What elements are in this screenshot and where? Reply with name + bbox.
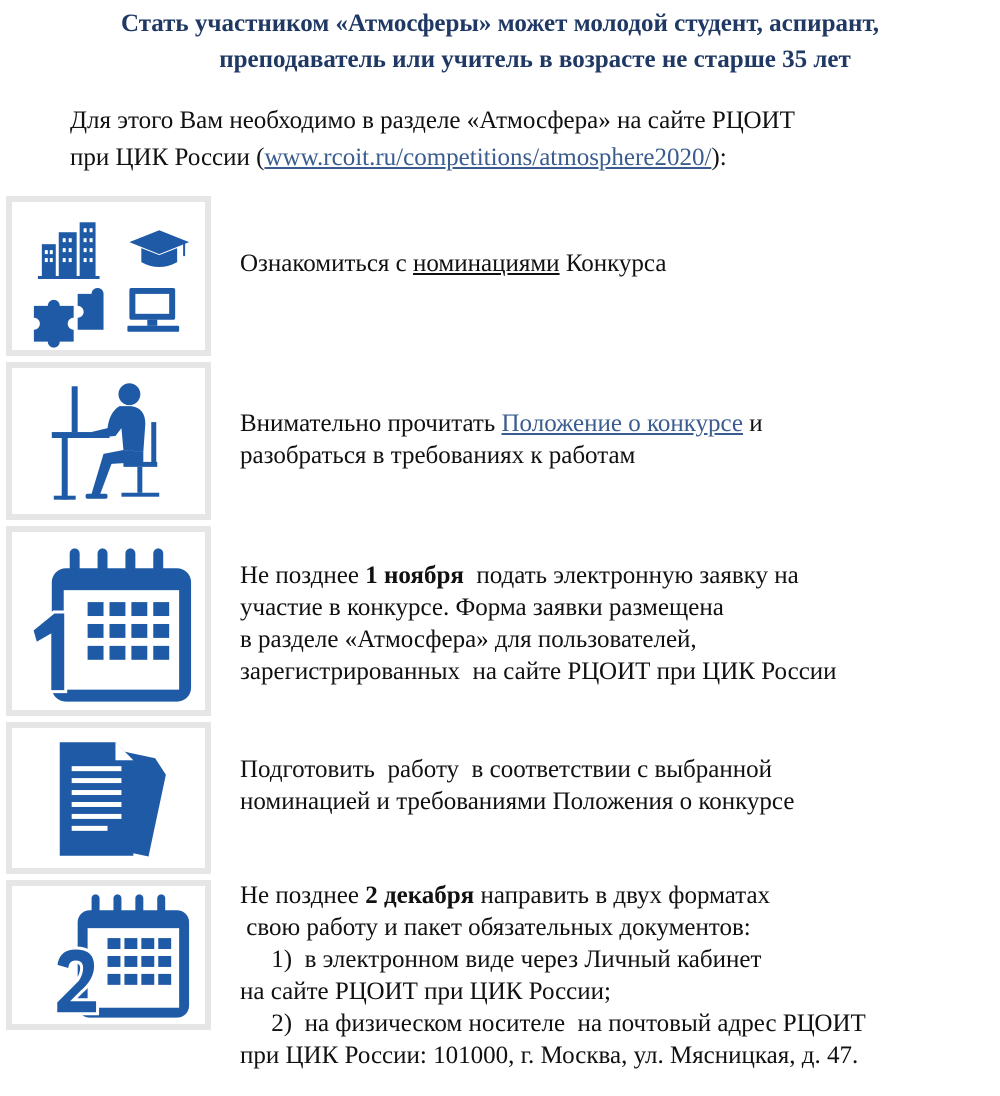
- step-5-before: Не позднее: [240, 882, 366, 909]
- intro-text-3: ):: [711, 144, 727, 171]
- step-3-line-4: зарегистрированных на сайте РЦОИТ при ЦИК России: [240, 658, 837, 685]
- step-1-text: [240, 248, 980, 280]
- nominations-link[interactable]: номинациями: [413, 250, 560, 277]
- step-3-before: Не позднее: [240, 562, 366, 589]
- documents-icon: [12, 728, 205, 868]
- step-5-line-3: 1) в электронном виде через Личный кабинет: [240, 946, 762, 973]
- step-2-line-1: [240, 408, 980, 440]
- step-2-after: и: [743, 410, 763, 437]
- step-1-icon-panel: [6, 196, 212, 356]
- step-4-icon-panel: [6, 722, 212, 874]
- step-5-text: [240, 880, 980, 1072]
- deadline-1: 1 ноября: [365, 562, 464, 589]
- person-at-desk-icon: [12, 368, 205, 514]
- step-4-line-1: Подготовить работу в соответствии с выбранной: [240, 756, 773, 783]
- regulations-link[interactable]: Положение о конкурсе: [501, 410, 744, 437]
- atmosphere-link[interactable]: www.rcoit.ru/competitions/atmosphere2020/: [264, 144, 712, 171]
- step-2-icon-panel: [6, 362, 212, 520]
- step-4-line-2: номинацией и требованиями Положения о конкурсе: [240, 788, 795, 815]
- step-5-line-6: при ЦИК России: 101000, г. Москва, ул. Мясницкая, д. 47.: [240, 1042, 859, 1069]
- step-1-after: Конкурса: [559, 250, 667, 277]
- step-2-line-2: разобраться в требованиях к работам: [240, 442, 636, 469]
- calendar-1-icon: [12, 532, 205, 710]
- deadline-2: 2 декабря: [365, 882, 475, 909]
- page-title: [0, 6, 1000, 78]
- step-4-text: [240, 754, 980, 818]
- step-3-line-3: в разделе «Атмосфера» для пользователей,: [240, 626, 697, 653]
- step-2-before: Внимательно прочитать: [240, 410, 502, 437]
- step-3-line-2: участие в конкурсе. Форма заявки размещена: [240, 594, 724, 621]
- buildings-graduation-puzzle-computer-icon: [12, 202, 205, 350]
- intro-text-2: при ЦИК России (: [70, 144, 265, 171]
- step-1-before: Ознакомиться с: [240, 250, 414, 277]
- intro-text-1: Для этого Вам необходимо в разделе «Атмосфера» на сайте РЦОИТ: [70, 107, 795, 134]
- step-3-text: [240, 560, 980, 688]
- title-line-1: Стать участником «Атмосферы» может молодой студент, аспирант,: [120, 10, 880, 37]
- step-3-after: подать электронную заявку на: [463, 562, 799, 589]
- title-line-2: преподаватель или учитель в возрасте не старше 35 лет: [219, 46, 851, 73]
- intro-paragraph: [70, 102, 970, 176]
- step-5-line-2: свою работу и пакет обязательных документов:: [240, 914, 751, 941]
- step-5-line-4: на сайте РЦОИТ при ЦИК России;: [240, 978, 611, 1005]
- step-5-after: направить в двух форматах: [474, 882, 771, 909]
- step-3-icon-panel: [6, 526, 212, 716]
- step-5-line-5: 2) на физическом носителе на почтовый адрес РЦОИТ: [240, 1010, 866, 1037]
- step-3-line-1: [240, 560, 980, 592]
- step-5-line-1: [240, 880, 980, 912]
- calendar-2-icon: [12, 886, 205, 1024]
- step-5-icon-panel: [6, 880, 212, 1030]
- step-2-text: [240, 408, 980, 472]
